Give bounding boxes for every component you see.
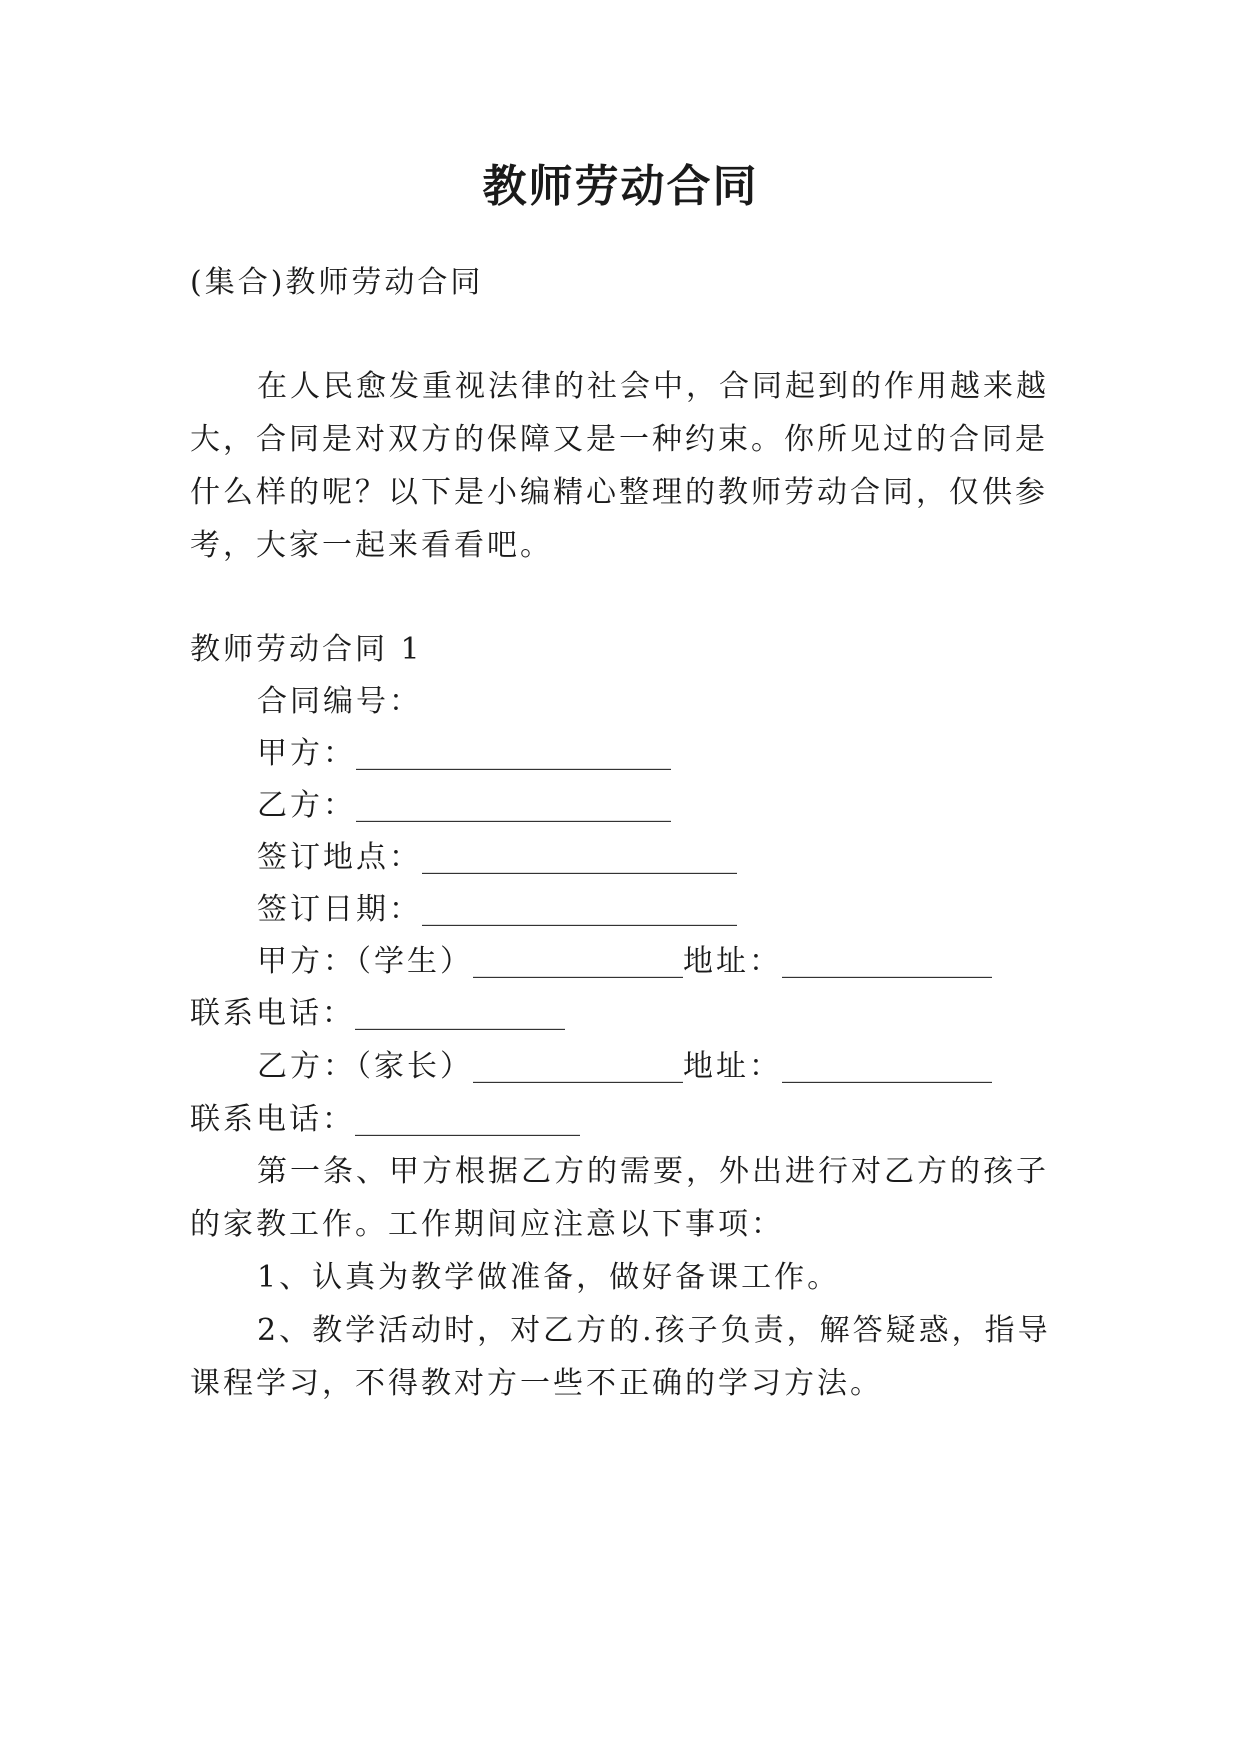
sign-place-label: 签订地点： bbox=[257, 840, 422, 875]
party-a-student-blank: ______________ bbox=[473, 944, 683, 979]
party-b-row bbox=[257, 786, 1127, 826]
contract-number-label: 合同编号： bbox=[257, 684, 422, 719]
intro-line-2: 大，合同是对双方的保障又是一种约束。你所见过的合同是 bbox=[190, 422, 1048, 457]
phone-a-blank: ______________ bbox=[355, 996, 565, 1031]
sign-place-blank: _____________________ bbox=[422, 840, 737, 875]
phone-b-blank: _______________ bbox=[355, 1102, 580, 1137]
article1-line-2: 的家教工作。工作期间应注意以下事项： bbox=[190, 1207, 784, 1242]
party-a-student-label: 甲方：（学生） bbox=[257, 944, 473, 979]
item-2-line-1: 2、教学活动时，对乙方的.孩子负责，解答疑惑，指导 bbox=[257, 1313, 1051, 1348]
phone-a-label: 联系电话： bbox=[190, 996, 355, 1031]
intro-line-1: 在人民愈发重视法律的社会中，合同起到的作用越来越 bbox=[257, 369, 1049, 404]
intro-line-3: 什么样的呢？以下是小编精心整理的教师劳动合同，仅供参 bbox=[190, 475, 1048, 510]
party-a-blank: _____________________ bbox=[356, 736, 671, 771]
address-b-blank: ______________ bbox=[782, 1049, 992, 1084]
party-b-parent-blank: ______________ bbox=[473, 1049, 683, 1084]
sign-date-row bbox=[257, 890, 1127, 930]
sign-place-row bbox=[257, 838, 1127, 878]
item-2-line-2: 课程学习，不得教对方一些不正确的学习方法。 bbox=[190, 1366, 883, 1401]
sign-date-blank: _____________________ bbox=[422, 892, 737, 927]
sign-date-label: 签订日期： bbox=[257, 892, 422, 927]
section-heading: 教师劳动合同 1 bbox=[190, 632, 423, 667]
phone-b-row bbox=[190, 1100, 1060, 1140]
party-b-label: 乙方： bbox=[257, 788, 356, 823]
party-b-parent-row bbox=[257, 1047, 1127, 1087]
party-a-row bbox=[257, 734, 1127, 774]
party-a-label: 甲方： bbox=[257, 736, 356, 771]
intro-line-4: 考，大家一起来看看吧。 bbox=[190, 528, 553, 563]
party-a-student-row bbox=[257, 942, 1127, 982]
item-1: 1、认真为教学做准备，做好备课工作。 bbox=[257, 1260, 841, 1295]
document-subtitle: (集合)教师劳动合同 bbox=[190, 265, 484, 300]
party-b-parent-label: 乙方：（家长） bbox=[257, 1049, 473, 1084]
party-b-blank: _____________________ bbox=[356, 788, 671, 823]
phone-b-label: 联系电话： bbox=[190, 1102, 355, 1137]
phone-a-row bbox=[190, 994, 1060, 1034]
address-a-blank: ______________ bbox=[782, 944, 992, 979]
address-a-label: 地址： bbox=[683, 944, 782, 979]
document-title: 教师劳动合同 bbox=[482, 161, 759, 212]
address-b-label: 地址： bbox=[683, 1049, 782, 1084]
article1-line-1: 第一条、甲方根据乙方的需要，外出进行对乙方的孩子 bbox=[257, 1154, 1049, 1189]
